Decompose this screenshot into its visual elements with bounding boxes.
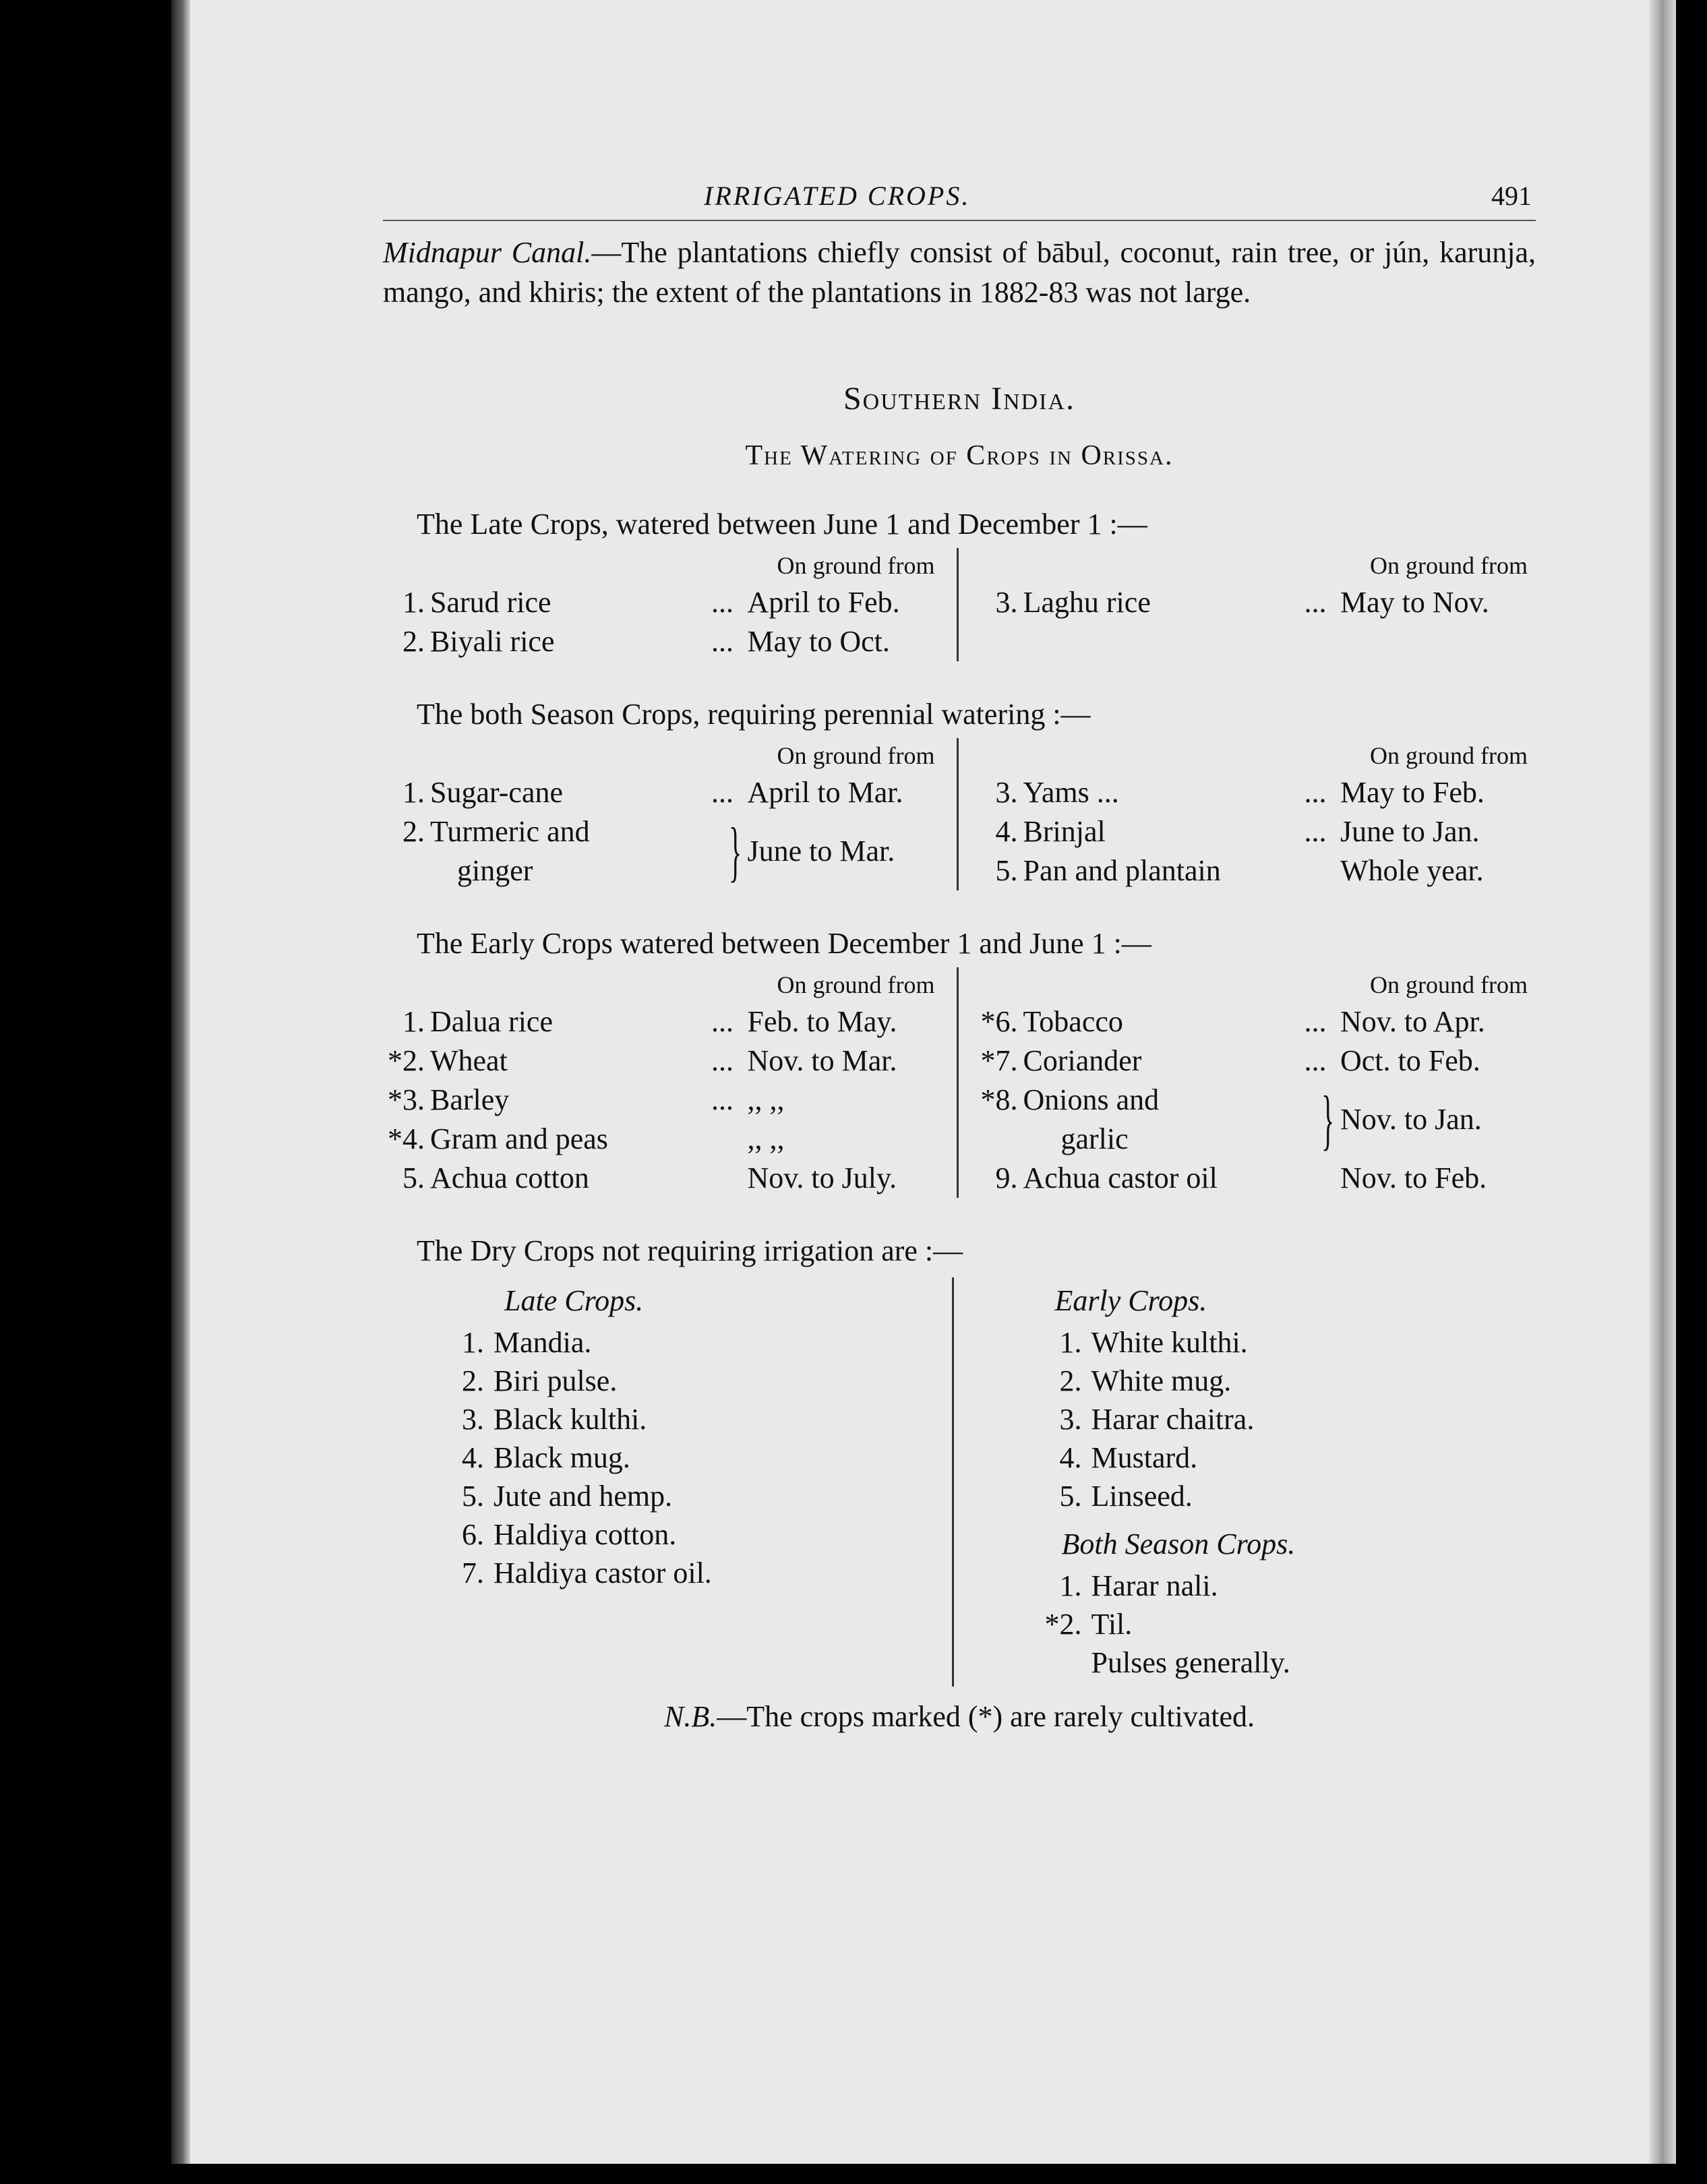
entry-number: 1. (402, 1004, 425, 1038)
season-value: Oct. to Feb. (1340, 1043, 1480, 1077)
crop-name: Wheat (430, 1043, 508, 1077)
crop-row (383, 1159, 943, 1198)
item-number: 1. (1059, 1325, 1082, 1359)
list-item (1035, 1323, 1536, 1362)
list-item (437, 1515, 938, 1554)
entry-number: 5. (402, 1161, 425, 1194)
item-number: 2. (1059, 1364, 1082, 1397)
both-season-subtitle: Both Season Crops. (1061, 1527, 1296, 1560)
item-number: 4. (1059, 1440, 1082, 1474)
late-crops-subtitle: Late Crops. (504, 1283, 644, 1317)
running-header (383, 179, 1536, 221)
list-item (437, 1554, 938, 1592)
season-value: May to Feb. (1340, 775, 1485, 809)
item-number: 4. (462, 1440, 484, 1474)
early-crops-lead: The Early Crops watered between December 1 and June 1 :— (417, 926, 1151, 960)
crop-name: Yams ... (1023, 775, 1119, 809)
crop-row (976, 1041, 1536, 1081)
list-item (1035, 1605, 1536, 1643)
entry-number: 2. (402, 814, 425, 848)
dry-crops-table (383, 1277, 1536, 1687)
crop-name: Pan and plantain (1023, 853, 1221, 887)
early-crops-table (383, 967, 1536, 1198)
entry-number: 3. (995, 775, 1018, 809)
leader-dots: ... (1304, 814, 1327, 848)
season-value: May to Oct. (747, 624, 890, 658)
list-item (437, 1323, 938, 1362)
item-text: Haldiya castor oil. (493, 1556, 712, 1589)
both-season-table (383, 738, 1536, 890)
entry-number: *2. (388, 1043, 425, 1077)
early-right-column (959, 967, 1536, 1198)
crop-name: Achua castor oil (1023, 1161, 1218, 1194)
page-number: 491 (1491, 181, 1532, 211)
column-heading: On ground from (1370, 741, 1528, 769)
column-heading: On ground from (777, 551, 935, 579)
season-value: Nov. to Jan. (1340, 1102, 1482, 1136)
column-heading: On ground from (1370, 971, 1528, 998)
item-text: White mug. (1091, 1364, 1232, 1397)
both-season-lead: The both Season Crops, requiring perennial watering :— (417, 697, 1091, 731)
entry-number: 4. (995, 814, 1018, 848)
crop-name: Coriander (1023, 1043, 1142, 1077)
crop-name: Turmeric and (430, 814, 590, 848)
item-number: 6. (462, 1517, 484, 1551)
crop-name: Biyali rice (430, 624, 555, 658)
crop-name: Brinjal (1023, 814, 1106, 848)
running-title: IRRIGATED CROPS. (704, 181, 971, 211)
footnote (383, 1697, 1536, 1736)
item-number: *2. (1044, 1607, 1082, 1641)
entry-number: 3. (995, 585, 1018, 619)
intro-text: —The plantations chiefly consist of bābul, coconut, rain tree, or jún, karunja, mango, and khiris; the extent of the plantations in 1882-83 was not large. (383, 235, 1536, 309)
item-text: Mandia. (493, 1325, 592, 1359)
entry-number: 2. (402, 624, 425, 658)
entry-number: 5. (995, 853, 1018, 887)
crop-name: Dalua rice (430, 1004, 553, 1038)
list-item (1035, 1438, 1536, 1477)
item-text: Mustard. (1091, 1440, 1198, 1474)
crop-row (976, 1002, 1536, 1041)
crop-name: Onions and (1023, 1083, 1160, 1116)
crop-name: Sarud rice (430, 585, 551, 619)
item-number: 1. (462, 1325, 484, 1359)
item-text: Harar chaitra. (1091, 1402, 1255, 1436)
column-heading: On ground from (777, 971, 935, 998)
list-item (437, 1477, 938, 1515)
season-value: June to Jan. (1340, 814, 1480, 848)
section-title: Southern India. (843, 380, 1076, 417)
leader-dots: ... (1304, 775, 1327, 809)
dry-crops-lead: The Dry Crops not requiring irrigation are :— (417, 1234, 963, 1267)
season-value: April to Feb. (747, 585, 900, 619)
crop-row (383, 583, 943, 622)
dry-late-column (383, 1277, 954, 1687)
both-right-column (959, 738, 1536, 890)
list-item (437, 1400, 938, 1438)
leader-dots: ... (711, 1043, 733, 1077)
item-text: Black kulthi. (493, 1402, 647, 1436)
column-heading: On ground from (777, 741, 935, 769)
braced-entry (383, 812, 943, 890)
crop-name: Gram and peas (430, 1122, 608, 1155)
crop-name: Barley (430, 1083, 510, 1116)
intro-lead: Midnapur Canal. (383, 235, 592, 269)
item-text: Til. (1091, 1607, 1133, 1641)
crop-name: Laghu rice (1023, 585, 1151, 619)
item-text: Black mug. (493, 1440, 630, 1474)
footnote-lead: N.B. (664, 1699, 717, 1733)
season-value: ,, ,, (747, 1083, 785, 1116)
item-number: 7. (462, 1556, 484, 1589)
list-item (1035, 1643, 1536, 1682)
item-number: 5. (1059, 1479, 1082, 1513)
season-value: Nov. to Feb. (1340, 1161, 1487, 1194)
crop-row (976, 773, 1536, 812)
item-text: Pulses generally. (1091, 1645, 1290, 1679)
item-text: Biri pulse. (493, 1364, 618, 1397)
dry-early-column (954, 1277, 1536, 1687)
column-heading: On ground from (1370, 551, 1528, 579)
crop-name-continued: ginger (457, 853, 533, 887)
entry-number: *7. (980, 1043, 1018, 1077)
leader-dots: ... (1304, 1004, 1327, 1038)
crop-name-continued: garlic (1060, 1122, 1129, 1155)
braced-entry (976, 1081, 1536, 1159)
item-text: Harar nali. (1091, 1569, 1218, 1602)
crop-name: Sugar-cane (430, 775, 564, 809)
crop-name: Tobacco (1023, 1004, 1123, 1038)
crop-row (383, 1002, 943, 1041)
crop-row (976, 583, 1536, 622)
season-value: Whole year. (1340, 853, 1484, 887)
leader-dots: ... (711, 1004, 733, 1038)
subsection-title: The Watering of Crops in Orissa. (745, 440, 1174, 472)
item-number: 3. (462, 1402, 484, 1436)
list-item (1035, 1477, 1536, 1515)
entry-number: *4. (388, 1122, 425, 1155)
leader-dots: ... (711, 1083, 733, 1116)
item-text: Jute and hemp. (493, 1479, 673, 1513)
brace-glyph: } (1321, 1081, 1335, 1157)
late-left-column (383, 548, 959, 661)
crop-row (976, 812, 1536, 851)
season-value: Nov. to Mar. (747, 1043, 897, 1077)
item-number (1035, 1643, 1091, 1682)
list-item (437, 1362, 938, 1400)
season-value: ,, ,, (747, 1122, 785, 1155)
item-number: 1. (1059, 1569, 1082, 1602)
season-value: Nov. to July. (747, 1161, 897, 1194)
late-crops-table (383, 548, 1536, 661)
book-page (171, 0, 1676, 2164)
season-value: Nov. to Apr. (1340, 1004, 1485, 1038)
crop-row (383, 1120, 943, 1159)
list-item (1035, 1400, 1536, 1438)
brace-glyph: } (728, 813, 742, 888)
footnote-text: —The crops marked (*) are rarely cultivated. (717, 1699, 1255, 1733)
list-item (437, 1438, 938, 1477)
leader-dots: ... (711, 624, 733, 658)
item-text: White kulthi. (1091, 1325, 1248, 1359)
both-left-column (383, 738, 959, 890)
late-crops-lead: The Late Crops, watered between June 1 and December 1 :— (417, 507, 1147, 541)
entry-number: 9. (995, 1161, 1018, 1194)
early-left-column (383, 967, 959, 1198)
crop-row (976, 1159, 1536, 1198)
crop-row (383, 773, 943, 812)
crop-row (976, 851, 1536, 890)
item-number: 5. (462, 1479, 484, 1513)
entry-number: *6. (980, 1004, 1018, 1038)
intro-paragraph (383, 233, 1536, 313)
crop-row (383, 1081, 943, 1120)
season-value: May to Nov. (1340, 585, 1489, 619)
season-value: April to Mar. (747, 775, 903, 809)
leader-dots: ... (1304, 1043, 1327, 1077)
entry-number: 1. (402, 585, 425, 619)
book-spine (171, 0, 190, 2164)
leader-dots: ... (711, 775, 733, 809)
entry-number: *8. (980, 1083, 1018, 1116)
leader-dots: ... (1304, 585, 1327, 619)
item-text: Linseed. (1091, 1479, 1193, 1513)
list-item (1035, 1567, 1536, 1605)
page-content (383, 179, 1536, 1736)
late-right-column (959, 548, 1536, 661)
leader-dots: ... (711, 585, 733, 619)
entry-number: 1. (402, 775, 425, 809)
item-number: 3. (1059, 1402, 1082, 1436)
entry-number: *3. (388, 1083, 425, 1116)
page-edge (1649, 0, 1676, 2164)
season-value: Feb. to May. (747, 1004, 897, 1038)
list-item (1035, 1362, 1536, 1400)
early-crops-subtitle: Early Crops. (1054, 1283, 1207, 1317)
item-text: Haldiya cotton. (493, 1517, 677, 1551)
crop-row (383, 622, 943, 661)
season-value: June to Mar. (747, 834, 895, 868)
item-number: 2. (462, 1364, 484, 1397)
crop-row (383, 1041, 943, 1081)
crop-name: Achua cotton (430, 1161, 589, 1194)
